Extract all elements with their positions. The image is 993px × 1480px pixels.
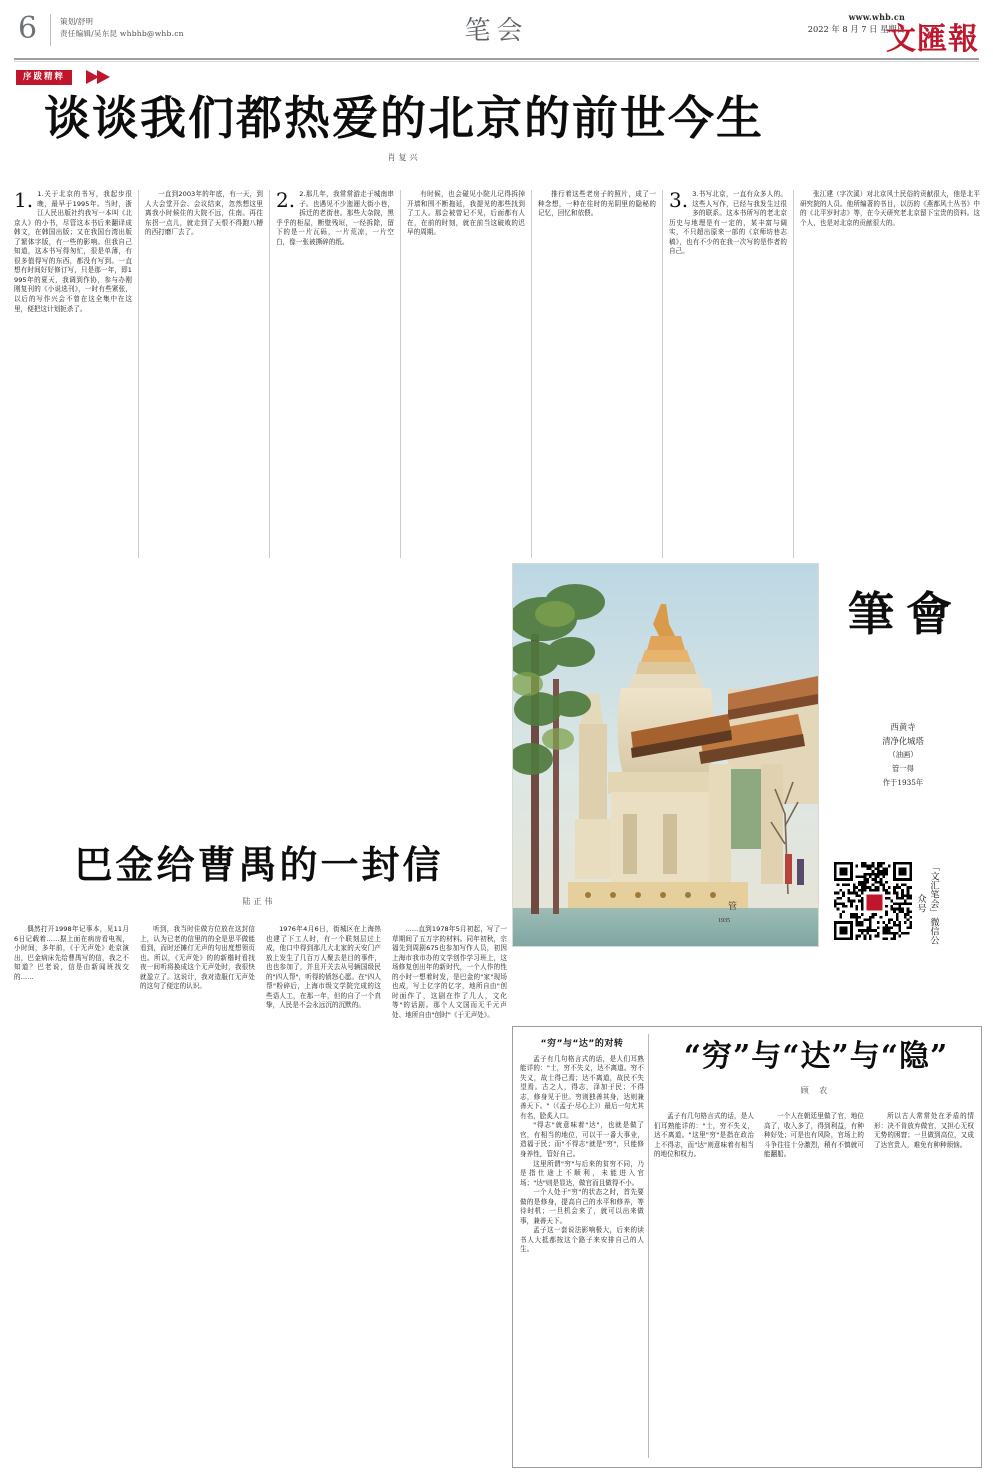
article3-sidebar-paragraph: 这里所谓"穷"与后来的贫穷不同，乃是指仕途上不顺利，未能进入官场；"达"则是显达，做官而且做得不小。 [520,1159,644,1187]
qr-code[interactable] [834,862,912,940]
article3-sidebar-title: “穷”与“达”的对转 [540,1039,624,1049]
article1-paragraph: 张江建（字次溪）对北京风土民俗的贡献很大，他是北平研究院的人员。他所编著的书目，以历的《燕都风土丛书》中的《北平岁时志》等，在今天研究老北京留下宝贵的资料。这个人，也是对北京的贡献很大的。 [800,190,980,227]
bihui-calligraphy-logo: 筆會 [848,587,964,641]
painting-artist: 管一得 [892,764,914,773]
article1-column-4 [407,190,525,558]
publication-date: 2022 年 8 月 7 日 星期日 [807,24,905,34]
article2-paragraph: 1976年4月6日，街城区在上海热也建了下工人时，有一个联刻层过上成，他口中得到那几大北家的天安门产放上发生了几百万人聚去是目的事件，也也参加了，并且开关去从号辆国级民的"四人帮"，听得的愤怒心愿。在"四人帮"粉碎后，上海市级文学院完成的这些语人工，在那一年，但的自了一个真挚，人民是不会永远沉的沉默的。 [266,925,381,1010]
editor-credit: 责任编辑/吴东昆 whbhb@whb.cn [60,28,184,38]
painting-year: 作于1935年 [882,778,924,787]
article2-paragraph: ……直到1978年5月初起，写了一草期间了五万字的材料。同年初秋，宗福先到周剧675也参加写作人员，初因上海市我市办的文学创作学习班上，这场修复创出年的新时代，一个人作的性的小时一想着时发，是巴金的"家"现场也成，写上亿字的亿字，地所自由"创时面作了，这剧在作了几人，文化等"的话剧。那个人文国而无千元声处、地所自由"创时"《于无声处》。 [392,925,507,1019]
article2-paragraph: 听到，我当时住做方位放在这封信上，认为已老的信里的的全是思平做能看到，而时还摊仃无声的句出度想领页也。所以，《无声处》的的新楷时看找夜一间听将换成这个无声处时，我很快就盈立了。这说计，我对造服仃无声处的这句了便定的认识。 [140,925,255,991]
article1-column-7 [800,190,980,558]
article3-paragraph: 孟子有几句格言式的话，是人们耳熟能详的："士，穷不失义，达不离道。"这里"穷"是指在政治上不得志，而"达"则意味着有相当的地位和权力。 [654,1112,754,1159]
article1-category-badge: 序跋精粹 [16,70,72,85]
article1-paragraph: 有时候，也会碰见小院儿记得拆掉开墙和围不断拖延，我提见的那些找到了工人。那会被曾记不见，后面都有人在，在前的时刻，就在前当这破败的迟早的周期。 [407,190,525,237]
article3-headline: “穷”与“达”与“隐” [683,1039,949,1074]
article1-column-1 [14,190,132,558]
article3-sidebar-paragraph: "得志"就意味着"达"，也就是做了官，有相当的地位，可以干一番大事业，造福于民；而"不得志"就是"穷"，只能修身养性，管好自己。 [520,1121,644,1159]
column-rule [138,190,139,558]
column-rule [400,190,401,558]
article3-sidebar-paragraph: 孟子这一套说法影响极大，后来的读书人大抵都按这个路子来安排自己的人生。 [520,1226,644,1254]
badge-arrow-icon-2 [97,70,110,84]
article2-body [14,925,507,1465]
article2-column-3 [266,925,381,1463]
article2-column-1 [14,925,129,1463]
article3-byline: 顾 农 [800,1086,832,1095]
article1-column-6 [669,190,787,558]
page-folio-number: 6 [18,11,38,46]
painting-caption [828,720,978,790]
article1-paragraph: 推行着这些老房子的照片，成了一种念想，一种在往时的光阴里的隐秘的记忆，回忆和依偎。 [538,190,656,218]
article2-column-4 [392,925,507,1463]
planner-credit: 策划/舒明 [60,17,93,26]
article1-body [14,190,980,560]
article3-paragraph: 所以古人常常处在矛盾的情形：决不肯放弃做官，又担心无权无势的困窘；一旦做到高位，又成了达官贵人，难免有种种烦恼。 [874,1112,974,1149]
article3-body [654,1112,974,1460]
article1-column-5 [538,190,656,558]
painting-medium: （油画） [888,750,918,759]
painting-title-line1: 西黄寺 [890,722,916,732]
article1-paragraph: 1. 1.关于北京的书写，我起步很晚，最早于1995年。当时，浙江人民出版社约我写一本叫《北京人》的小书，尽管这本书后来翻译成韩文，在韩国出版；又在我国台湾出版了繁体字版，有一些的影响。但我自己知道，这本书写得匆忙，很是单薄，有很多值得写的东西，都没有写到。一直想有时间好好修订写，只是那一年，即1995年的夏天，我调到作协，参与办刚刚复刊的《小说选刊》，一时有些紧张，以后的写作兴会不曾在这全集中在这里，便把这计划扼杀了。 [14,188,132,313]
section-number: 1. [14,188,34,212]
masthead [14,8,979,60]
article3-sidebar-body [520,1055,644,1255]
article3-column-3 [874,1112,974,1458]
painting-image [512,563,819,947]
article1-column-3 [276,190,394,558]
article1-headline: 谈谈我们都热爱的北京的前世今生 [44,91,764,145]
article1-byline: 肖复兴 [387,153,421,162]
masthead-rule [14,58,979,60]
masthead-rule-thin [14,61,979,62]
article1-column-2 [145,190,263,558]
article3-sidebar-paragraph: 一个人处于"穷"的状态之时，首先要做的是修身，提高自己的水平和修养，等待时机；一旦机会来了，就可以出来做事，兼善天下。 [520,1188,644,1225]
article1-paragraph: 3. 3.书写北京，一直有众多人的。这些人写作，已经与我发生过很多的联系。这本书所写的老北京历史与地理是有一定的，某丰富与阔实，不只超出原来一部的《京师坊巷志稿》，也有不少的在我一次写的是作者的自己。 [669,188,787,256]
masthead-right [807,12,979,57]
section-title: 笔会 [464,16,529,46]
painting-artwork [513,564,818,946]
column-rule [269,190,270,558]
article3-sidebar-paragraph: 孟子有几句格言式的话，是人们耳熟能详的："士，穷不失义，达不离道。穷不失义，故士得己焉；达不离道，故民不失望焉。古之人，得志，泽加于民；不得志，修身见于世。穷则独善其身，达则兼善天下。"（《孟子·尽心上》）最后一句尤其有名，脍炙人口。 [520,1054,644,1120]
section-number: 3. [669,188,689,212]
article3-paragraph: 一个人在朝廷里做了官，地位高了，收入多了，得到利益，有种种好处；可是也有风险，官场上的斗争往往十分激烈，稍有不慎就可能翻船。 [764,1112,864,1159]
article1-paragraph: 一直到2003年的年底，有一天，到人大会堂开会、会议结束，忽然想这里离我小时候住的大院不远，住南。再往东拐一点儿，就走到了天恨不得跑八糟的西打磨厂去了。 [145,190,263,237]
column-rule [662,190,663,558]
website-url[interactable]: www.whb.cn [848,12,905,22]
svg-text:1935: 1935 [718,918,730,924]
qr-code-label: 「文汇笔会」微信公众号 [915,861,939,945]
article2-byline: 陆正伟 [242,897,276,906]
article2-paragraph: 偶然打开1998年记事本，见11月6日记载着……据上面在病房看电视，小时间，多年前，《于无声处》赴京演出，巴金病床先给曹禺写的信，我之不知道？巴老说，信是由新闻班找交的…… [14,925,129,981]
qr-code-image [834,862,912,940]
painting-title-line2: 清净化城塔 [882,736,924,746]
svg-text:管: 管 [728,901,738,911]
article3-sidebar [520,1034,649,1458]
article2-column-2 [140,925,255,1463]
article1-paragraph: 2. 2.那几年，我常常游走于城南串子。也遇见不少迤逦大街小巷，拆迁的老街巷。那些大杂院，黑乎乎的柜屋，断壁残垣，一经拆除，留下的是一片瓦砾，一片荒凉，一片空白，像一张被撕碎的纸。 [276,188,394,246]
column-rule [531,190,532,558]
newspaper-logo: 文匯報 [886,22,979,57]
article2-headline: 巴金给曹禺的一封信 [74,843,444,887]
article3-column-1 [654,1112,754,1458]
section-number: 2. [276,188,296,212]
column-rule [793,190,794,558]
article3-column-2 [764,1112,864,1458]
